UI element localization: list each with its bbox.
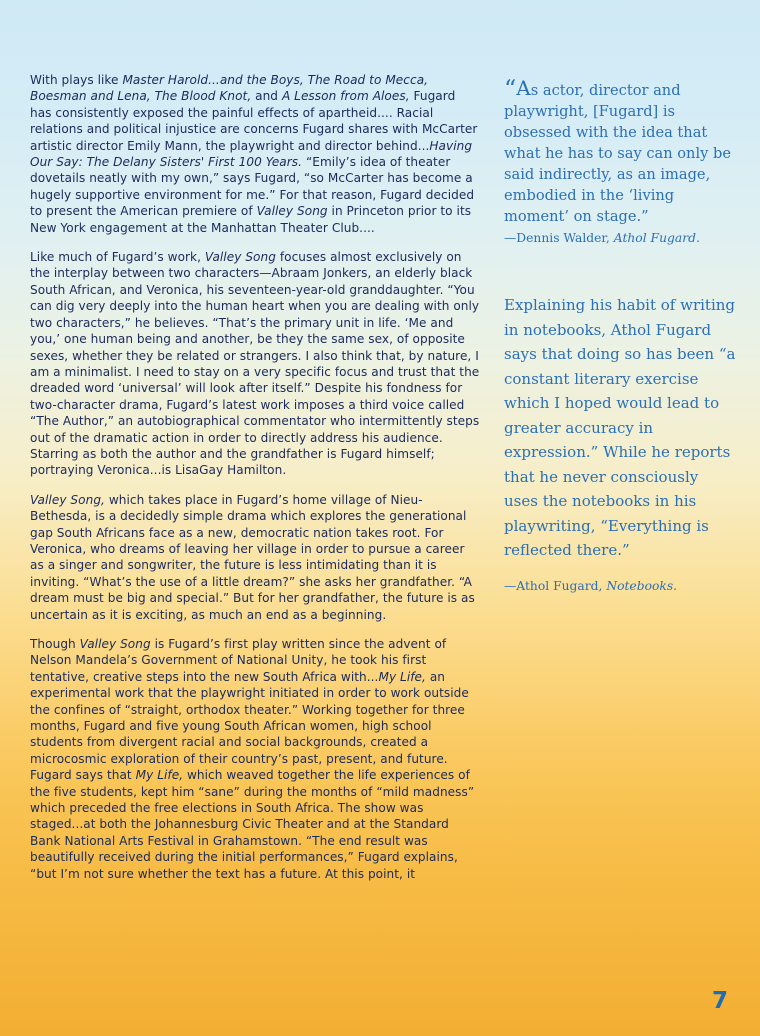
title-italic: My Life, xyxy=(135,768,184,783)
text-run: Though xyxy=(30,637,80,651)
pullquote-body: s actor, director and playwright, [Fugard] is obsessed with the idea that what he has to say can only be said indirectly, as an image, embodied in the ‘living moment’ on stage.” xyxy=(504,82,731,225)
text-run: in Princeton prior to its New York engagement at the Manhattan Theater Club.... xyxy=(30,204,472,235)
text-run: is Fugard’s first play written since the advent of Nelson Mandela’s Government of National Unity, he took his first tentative, creative steps into the new South Africa with... xyxy=(30,637,447,684)
title-italic: Having Our Say: The Delany Sisters' First 100 Years. xyxy=(30,138,473,170)
pullquote-second xyxy=(504,293,736,595)
text-run: focuses almost exclusively on the interplay between two characters—Abraam Jonkers, an elderly black South African, and Veronica, his seventeen-year-old granddaughter. “You can dig very deeply into the human heart when you are dealing with only two characters,” he believes. “That’s the primary unit in life. ‘Me and you,’ one human being and another, be they the same sex, of opposite sexes, whether they be related or strangers. I also think that, by nature, I am a minimalist. I need to stay on a very specific focus and trust that the dreaded word ‘universal’ will look after itself.” Despite his fondness for two-character drama, Fugard’s latest work imposes a third voice called “The Author,” an autobiographical commentator who intermittently steps out of the dramatic action in order to directly address his audience. Starring as both the author and the grandfather is Fugard himself; portraying Veronica...is LisaGay Hamilton. xyxy=(30,250,480,478)
attribution-author: —Athol Fugard, xyxy=(504,578,603,593)
attribution-source: Notebooks. xyxy=(606,578,678,593)
title-italic: Master Harold...and the Boys, The Road to Mecca, Boesman and Lena, The Blood Knot, xyxy=(30,73,429,104)
text-run: which takes place in Fugard’s home village of Nieu-Bethesda, is a decidedly simple drama which explores the generational gap South Africans face as a new, democratic nation takes root. For Veronica, who dreams of leaving her village in order to pursue a career as a singer and songwriter, the future is less intimidating than it is inviting. “What’s the use of a little dream?” she asks her grandfather. “A dream must be big and special.” But for her grandfather, the future is as uncertain as it is exciting, as much an end as a beginning. xyxy=(30,492,475,622)
paragraph xyxy=(30,492,480,623)
title-italic: Valley Song xyxy=(256,204,328,219)
text-run: an experimental work that the playwright initiated in order to work outside the confines of “straight, orthodox theater.” Working together for three months, Fugard and five young South African women, high school students from divergent racial and social backgrounds, created a microcosmic exploration of their country’s past, present, and future. Fugard says that xyxy=(30,669,469,783)
pullquote-attribution xyxy=(504,229,736,247)
attribution-author: —Dennis Walder, xyxy=(504,231,610,245)
title-italic: A Lesson from Aloes, xyxy=(281,89,410,104)
title-italic: Valley Song, xyxy=(30,492,105,507)
text-run: and xyxy=(251,89,282,104)
paragraph xyxy=(30,636,480,882)
pullquote-attribution xyxy=(504,577,736,595)
text-run: which weaved together the life experiences of the five students, kept him “sane” during the months of “mild madness” which preceded the free elections in South Africa. The show was staged...at both the Johannesburg Civic Theater and at the Standard Bank National Arts Festival in Grahamstown. “The end result was beautifully received during the initial performances,” Fugard explains, “but I’m not sure whether the text has a future. At this point, it xyxy=(30,768,475,881)
paragraph xyxy=(30,72,480,236)
title-italic: Valley Song xyxy=(79,637,151,651)
text-run: Like much of Fugard’s work, xyxy=(30,250,205,265)
title-italic: My Life, xyxy=(378,669,426,684)
open-quote-mark: “ xyxy=(504,75,517,103)
pullquote-text: Explaining his habit of writing in notebooks, Athol Fugard says that doing so has been “a constant literary exercise which I hoped would lead to greater accuracy in expression.” While he reports that he never consciously uses the notebooks in his playwriting, “Everything is reflected there.” xyxy=(504,296,736,559)
title-italic: Valley Song xyxy=(204,250,276,265)
pullquote-text xyxy=(504,75,736,227)
text-run: “Emily’s idea of theater dovetails neatly with my own,” says Fugard, “so McCarter has become a hugely supportive environment for me.” For that reason, Fugard decided to present the American premiere of xyxy=(30,155,475,219)
article-body-column xyxy=(30,72,480,895)
column-spacer xyxy=(504,247,736,293)
paragraph xyxy=(30,249,480,479)
text-run: With plays like xyxy=(30,73,123,87)
attribution-source: Athol Fugard. xyxy=(613,231,700,245)
pullquote-column xyxy=(504,75,736,595)
page-number: 7 xyxy=(711,988,728,1014)
pullquote-first xyxy=(504,75,736,247)
pullquote-dropcap: A xyxy=(516,76,531,100)
text-run: Fugard has consistently exposed the painful effects of apartheid.... Racial relations and political injustice are concerns Fugard shares with McCarter artistic director Emily Mann, the playwright and director behind... xyxy=(30,89,478,153)
